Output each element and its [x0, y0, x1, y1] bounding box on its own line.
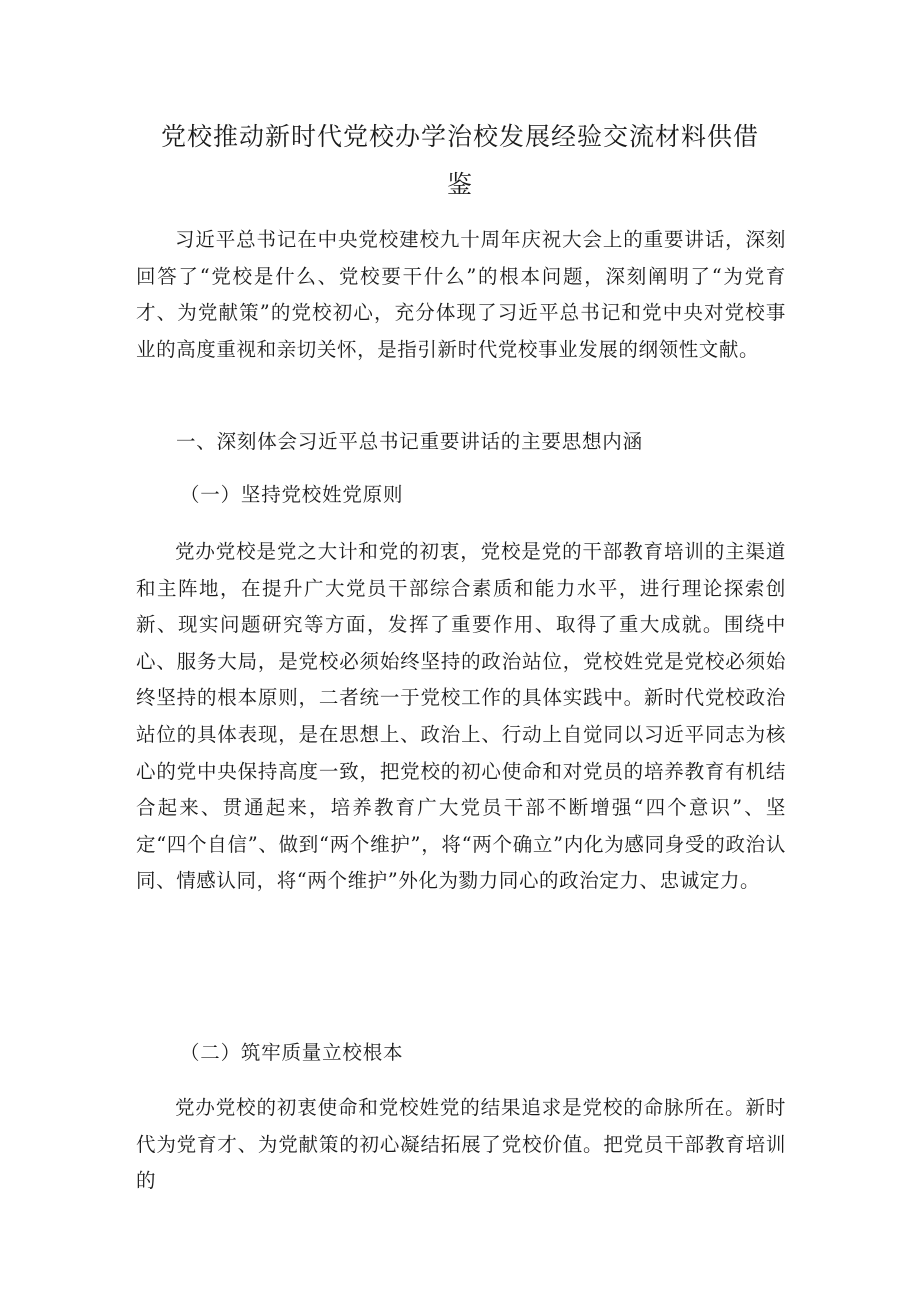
subsection-heading-2: （二）筑牢质量立校根本 — [180, 1041, 404, 1064]
document-title: 党校推动新时代党校办学治校发展经验交流材料供借鉴 — [160, 122, 759, 199]
intro-paragraph: 习近平总书记在中央党校建校九十周年庆祝大会上的重要讲话，深刻回答了“党校是什么、党校要干什么”的根本问题，深刻阐明了“为党育才、为党献策”的党校初心，充分体现了习近平总书记和党中央对党校事业的高度重视和亲切关怀，是指引新时代党校事业发展的纲领性文献。 — [136, 228, 786, 361]
subsection-heading-1: （一）坚持党校姓党原则 — [180, 483, 404, 506]
subsection-2-paragraph: 党办党校的初衷使命和党校姓党的结果追求是党校的命脉所在。新时代为党育才、为党献策的初心凝结拓展了党校价值。把党员干部教育培训的 — [136, 1096, 786, 1193]
section-heading-1: 一、深刻体会习近平总书记重要讲话的主要思想内涵 — [176, 430, 643, 453]
subsection-1-paragraph: 党办党校是党之大计和党的初衷，党校是党的干部教育培训的主渠道和主阵地，在提升广大党员干部综合素质和能力水平，进行理论探索创新、现实问题研究等方面，发挥了重要作用、取得了重大成就。围绕中心、服务大局，是党校必须始终坚持的政治站位，党校姓党是党校必须始终坚持的根本原则，二者统一于党校工作的具体实践中。新时代党校政治站位的具体表现，是在思想上、政治上、行动上自觉同以习近平同志为核心的党中央保持高度一致，把党校的初心使命和对党员的培养教育有机结合起来、贯通起来，培养教育广大党员干部不断增强“四个意识”、坚定“四个自信”、做到“两个维护”，将“两个确立”内化为感同身受的政治认同、情感认同，将“两个维护”外化为勠力同心的政治定力、忠诚定力。 — [136, 540, 786, 893]
